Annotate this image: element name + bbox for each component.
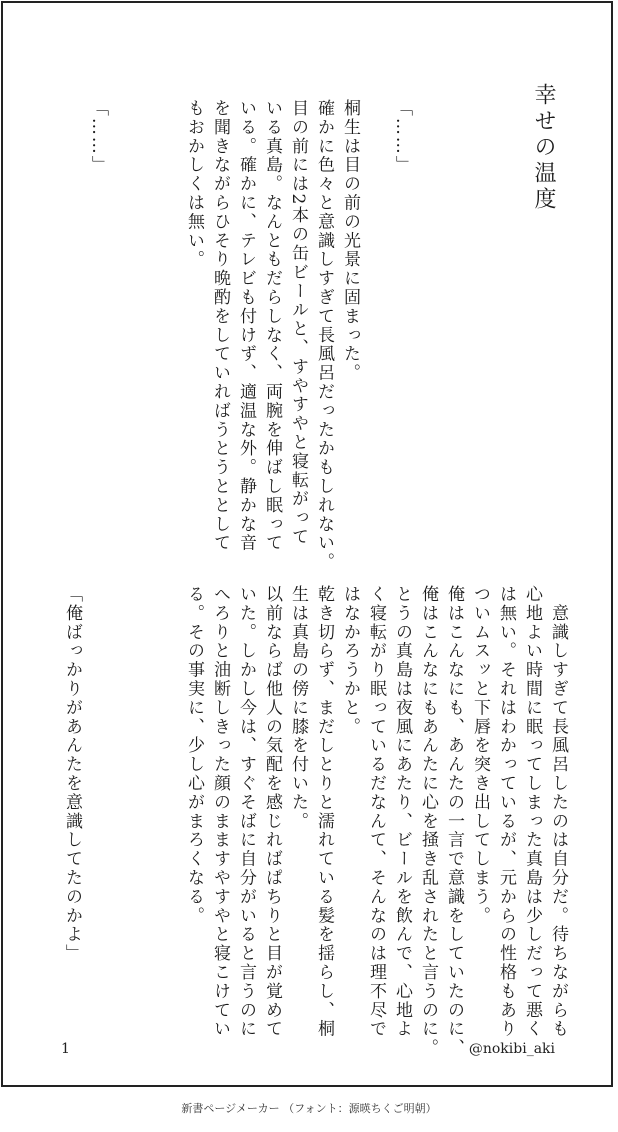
text-column: 意識しすぎて長風呂したのは自分だ。待ちながらも [548, 585, 568, 1039]
story-title: 幸せの温度 [531, 83, 556, 213]
text-column: もおかしくは無い。 [184, 99, 204, 270]
text-column: を聞きながらひそり晩酌をしていればうとうととして [210, 99, 230, 553]
text-column: 生は真島の傍に膝を付いた。 [288, 585, 308, 831]
generator-caption: 新書ページメーカー （フォント：源暎ちくご明朝） [181, 1102, 437, 1115]
text-column: はなかろうかと。 [340, 585, 360, 737]
text-column: 俺はこんなにもあんたに心を掻き乱されたと言うのに。 [418, 585, 438, 1058]
text-column: 以前ならば他人の気配を感じればぱちりと目が覚めて [262, 585, 282, 1039]
page-frame [1, 1, 613, 1087]
text-column: 「俺ばっかりがあんたを意識してたのかよ」 [62, 585, 82, 963]
text-column: ついムスッと下唇を突き出してしまう。 [470, 585, 490, 926]
page-number: 1 [61, 1041, 70, 1057]
text-column: いる。確かに、テレビも付けず、適温な外。静かな音 [236, 99, 256, 553]
text-column: 「……」 [88, 99, 108, 175]
text-column: へろりと油断しきった顔のまますやすやと寝こけてい [210, 585, 230, 1039]
text-column: く寝転がり眠っているだなんて、そんなのは理不尽で [366, 585, 386, 1039]
text-column: いた。しかし今は、すぐそばに自分がいると言うのに [236, 585, 256, 1039]
text-column: 乾き切らず、まだしとりと濡れている髪を揺らし、桐 [314, 585, 334, 1039]
text-column: は無い。それはわかっているが、元からの性格もあり [496, 585, 516, 1039]
text-column: とうの真島は夜風にあたり、ビールを飲んで、心地よ [392, 585, 412, 1039]
text-column: 「……」 [392, 99, 412, 175]
text-column: 俺はこんなにも、あんたの一言で意識をしていたのに、 [444, 585, 464, 1058]
text-column: 桐生は目の前の光景に固まった。 [340, 99, 360, 383]
text-column: 確かに色々と意識しすぎて長風呂だったかもしれない。 [314, 99, 334, 572]
author-handle: @nokibi_aki [468, 1041, 555, 1057]
text-column: いる真島。なんともだらしなく、両腕を伸ばし眠って [262, 99, 282, 553]
text-column: 目の前には2本の缶ビールと、すやすやと寝転がって [288, 99, 308, 547]
text-column: る。その事実に、少し心がまろくなる。 [184, 585, 204, 926]
text-column: 心地よい時間に眠ってしまった真島は少しだって悪く [522, 585, 542, 1039]
